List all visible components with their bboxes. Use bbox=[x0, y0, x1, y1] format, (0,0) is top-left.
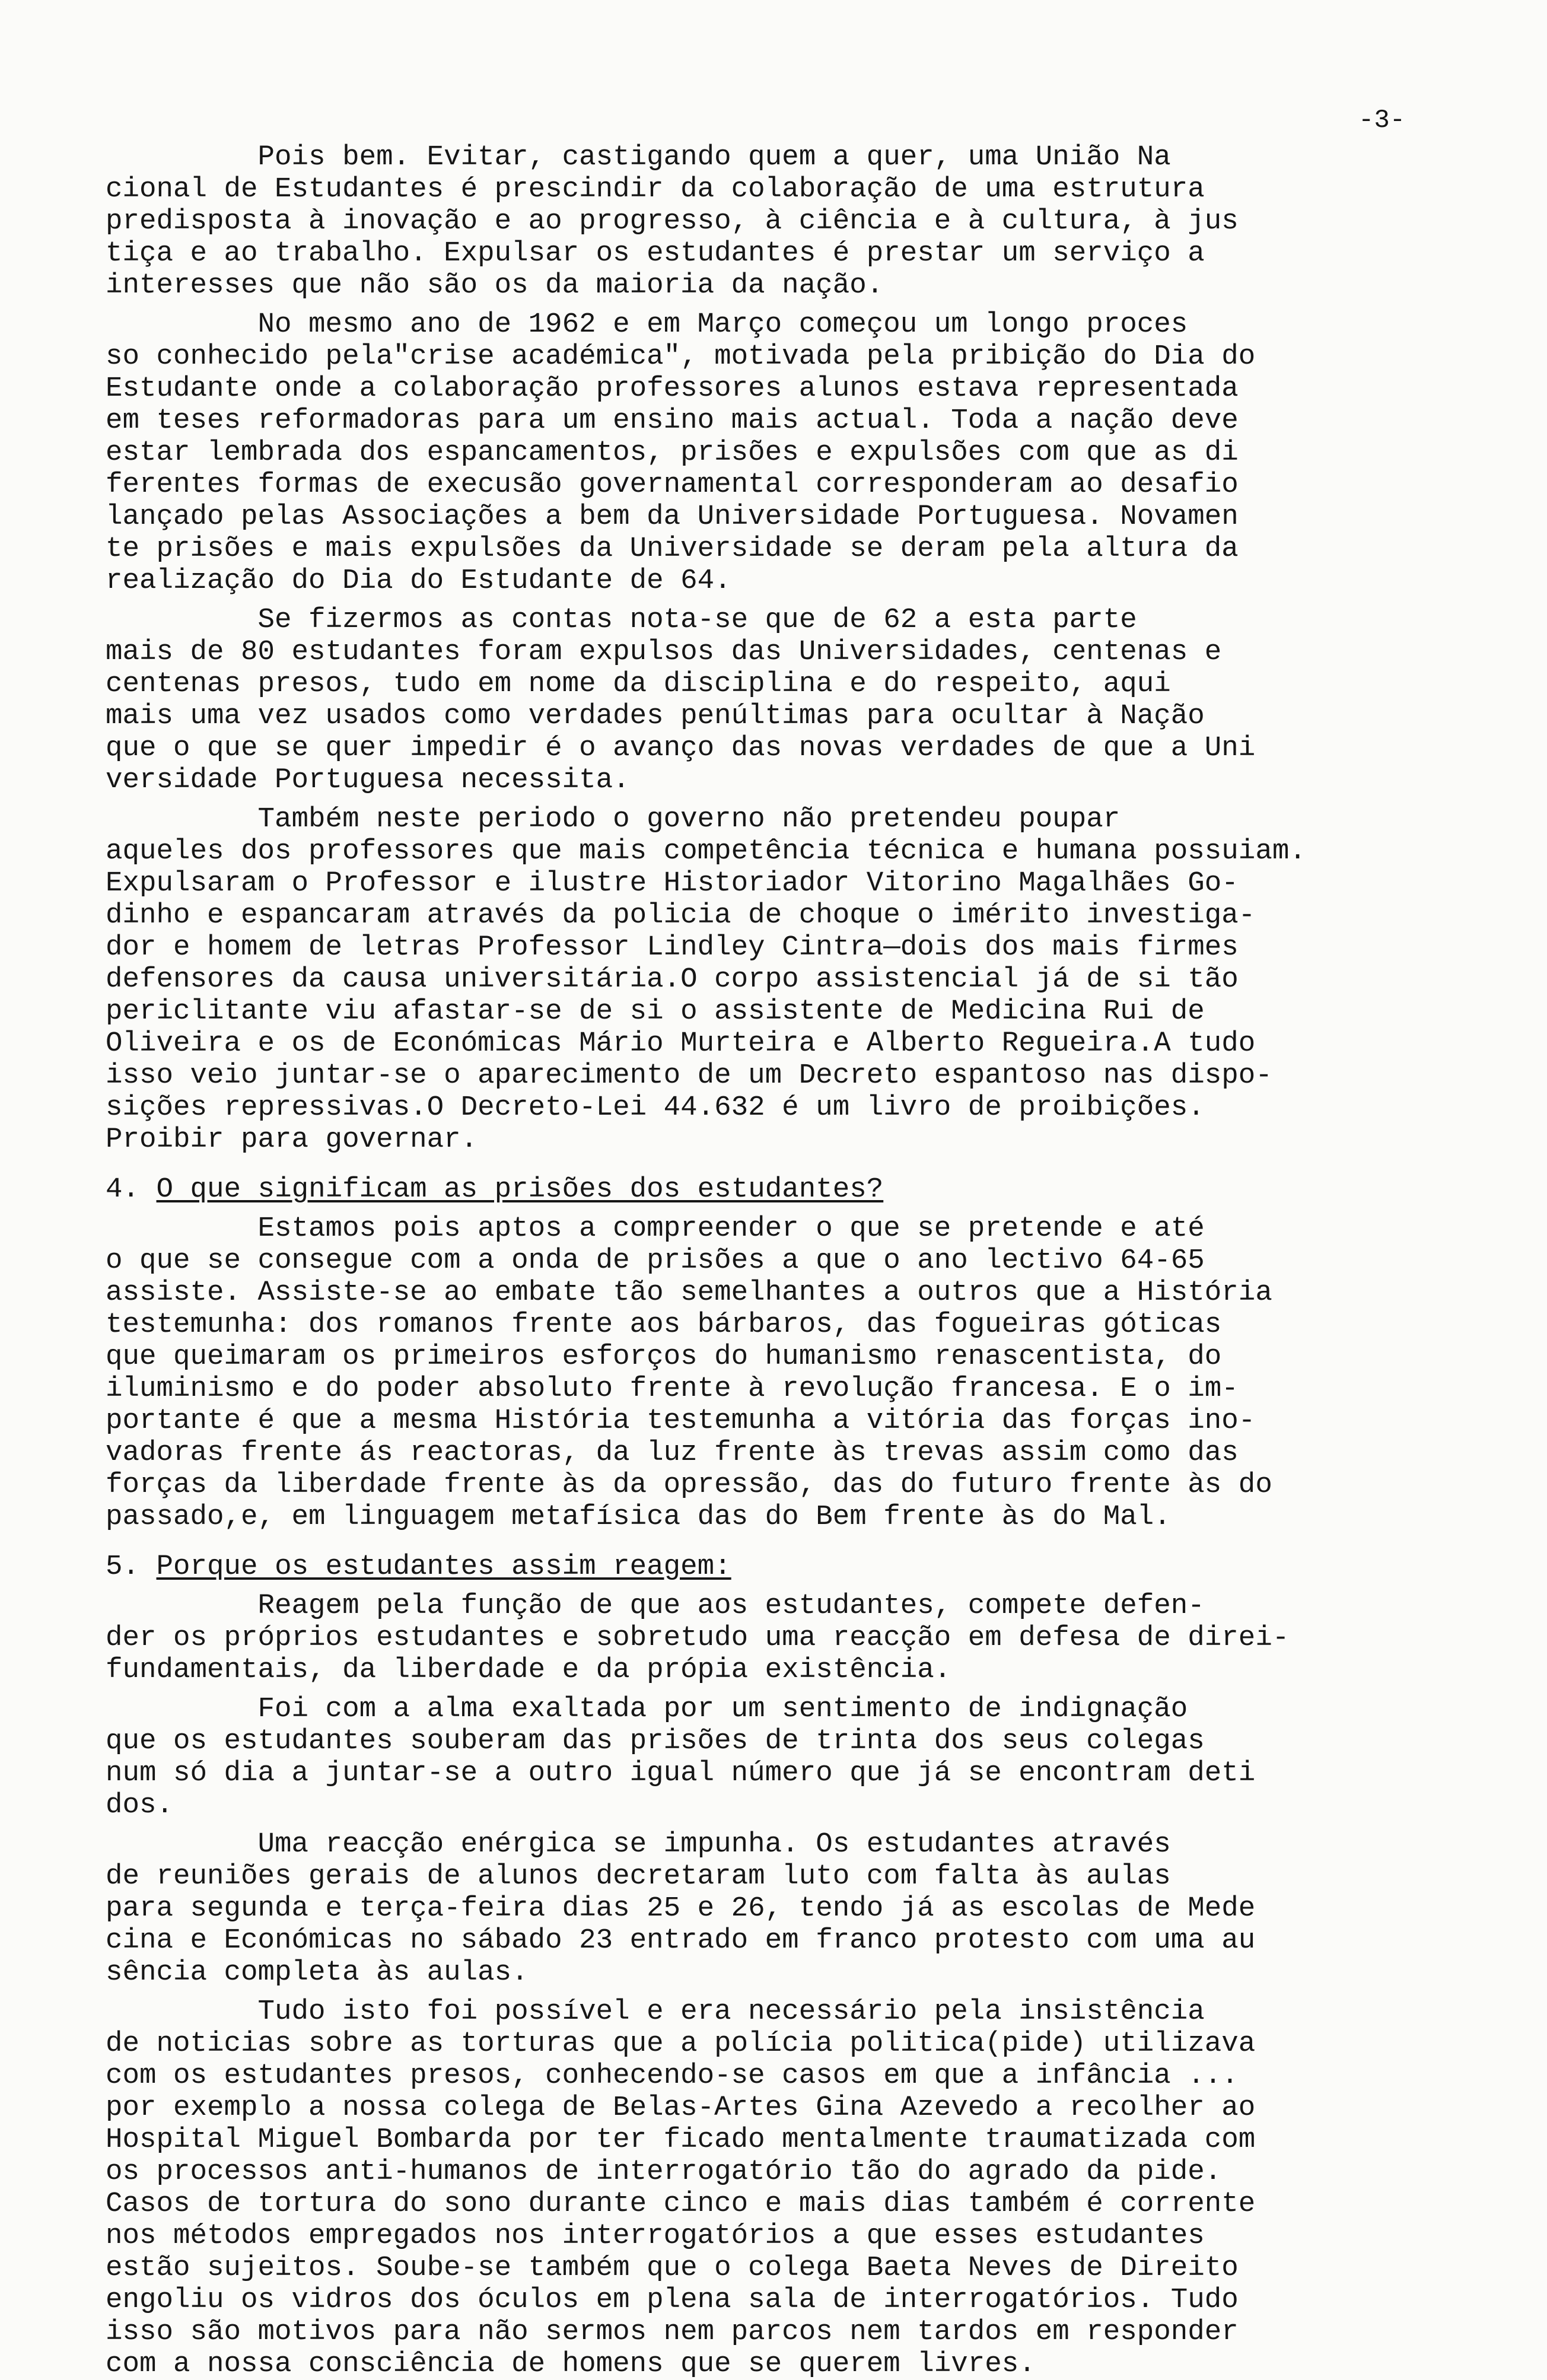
text-line: te prisões e mais expulsões da Universidade se deram pela altura da bbox=[106, 533, 1239, 565]
section-heading bbox=[106, 1551, 1399, 1583]
text-line: sência completa às aulas. bbox=[106, 1956, 529, 1988]
text-line: so conhecido pela"crise académica", motivada pela pribição do Dia do bbox=[106, 341, 1256, 373]
text-line: Pois bem. Evitar, castigando quem a quer, uma União Na bbox=[106, 141, 1171, 173]
text-line: Se fizermos as contas nota-se que de 62 a esta parte bbox=[106, 604, 1137, 636]
document-body bbox=[106, 141, 1399, 2380]
paragraph bbox=[106, 604, 1399, 796]
text-line: estão sujeitos. Soube-se também que o colega Baeta Neves de Direito bbox=[106, 2252, 1239, 2284]
text-line: por exemplo a nossa colega de Belas-Artes Gina Azevedo a recolher ao bbox=[106, 2092, 1256, 2124]
text-line: dinho e espancaram através da policia de choque o imérito investiga- bbox=[106, 899, 1256, 931]
text-line: cional de Estudantes é prescindir da colaboração de uma estrutura bbox=[106, 173, 1205, 205]
text-line: assiste. Assiste-se ao embate tão semelhantes a outros que a História bbox=[106, 1277, 1272, 1309]
text-line: Uma reacção enérgica se impunha. Os estudantes através bbox=[106, 1828, 1171, 1860]
text-line: em teses reformadoras para um ensino mais actual. Toda a nação deve bbox=[106, 405, 1239, 437]
text-line: portante é que a mesma História testemunha a vitória das forças ino- bbox=[106, 1405, 1256, 1437]
text-line: isso são motivos para não sermos nem parcos nem tardos em responder bbox=[106, 2316, 1239, 2348]
text-line: ferentes formas de execusão governamental corresponderam ao desafio bbox=[106, 469, 1239, 501]
text-line: engoliu os vidros dos óculos em plena sala de interrogatórios. Tudo bbox=[106, 2284, 1239, 2316]
text-line: lançado pelas Associações a bem da Universidade Portuguesa. Novamen bbox=[106, 501, 1239, 533]
paragraph bbox=[106, 1693, 1399, 1821]
text-line: Foi com a alma exaltada por um sentimento de indignação bbox=[106, 1693, 1188, 1725]
text-line: de reuniões gerais de alunos decretaram luto com falta às aulas bbox=[106, 1860, 1171, 1892]
section-heading bbox=[106, 1173, 1399, 1205]
text-line: passado,e, em linguagem metafísica das do Bem frente às do Mal. bbox=[106, 1501, 1171, 1533]
text-line: periclitante viu afastar-se de si o assistente de Medicina Rui de bbox=[106, 995, 1205, 1027]
text-line: iluminismo e do poder absoluto frente à revolução francesa. E o im- bbox=[106, 1373, 1239, 1405]
text-line: predisposta à inovação e ao progresso, à ciência e à cultura, à jus bbox=[106, 205, 1239, 237]
section-title: Porque os estudantes assim reagem: bbox=[156, 1551, 731, 1583]
text-line: Também neste periodo o governo não pretendeu poupar bbox=[106, 803, 1121, 835]
text-line: Casos de tortura do sono durante cinco e mais dias também é corrente bbox=[106, 2188, 1256, 2220]
text-line: com os estudantes presos, conhecendo-se casos em que a infância ... bbox=[106, 2060, 1239, 2092]
text-line: realização do Dia do Estudante de 64. bbox=[106, 565, 731, 597]
text-line: Estudante onde a colaboração professores alunos estava representada bbox=[106, 373, 1239, 405]
text-line: tiça e ao trabalho. Expulsar os estudantes é prestar um serviço a bbox=[106, 237, 1205, 269]
text-line: Tudo isto foi possível e era necessário pela insistência bbox=[106, 1996, 1205, 2028]
text-line: interesses que não são os da maioria da nação. bbox=[106, 269, 884, 301]
text-line: sições repressivas.O Decreto-Lei 44.632 é um livro de proibições. bbox=[106, 1092, 1205, 1124]
text-line: centenas presos, tudo em nome da disciplina e do respeito, aqui bbox=[106, 668, 1171, 700]
text-line: Proibir para governar. bbox=[106, 1124, 478, 1156]
section-number: 4. bbox=[106, 1173, 140, 1205]
text-line: defensores da causa universitária.O corpo assistencial já de si tão bbox=[106, 963, 1239, 995]
text-line: Oliveira e os de Económicas Mário Murteira e Alberto Regueira.A tudo bbox=[106, 1027, 1256, 1059]
text-line: testemunha: dos romanos frente aos bárbaros, das fogueiras góticas bbox=[106, 1309, 1222, 1341]
text-line: No mesmo ano de 1962 e em Março começou um longo proces bbox=[106, 308, 1188, 341]
text-line: nos métodos empregados nos interrogatórios a que esses estudantes bbox=[106, 2220, 1205, 2252]
text-line: fundamentais, da liberdade e da própia existência. bbox=[106, 1654, 951, 1686]
text-line: cina e Económicas no sábado 23 entrado em franco protesto com uma au bbox=[106, 1924, 1256, 1956]
text-line: os processos anti-humanos de interrogatório tão do agrado da pide. bbox=[106, 2156, 1222, 2188]
paragraph bbox=[106, 141, 1399, 301]
text-line: para segunda e terça-feira dias 25 e 26, tendo já as escolas de Mede bbox=[106, 1892, 1256, 1924]
text-line: que o que se quer impedir é o avanço das novas verdades de que a Uni bbox=[106, 732, 1256, 764]
paragraph bbox=[106, 308, 1399, 597]
paragraph bbox=[106, 1828, 1399, 1988]
text-line: que queimaram os primeiros esforços do humanismo renascentista, do bbox=[106, 1341, 1222, 1373]
text-line: mais de 80 estudantes foram expulsos das Universidades, centenas e bbox=[106, 636, 1222, 668]
text-line: vadoras frente ás reactoras, da luz frente às trevas assim como das bbox=[106, 1437, 1239, 1469]
text-line: mais uma vez usados como verdades penúltimas para ocultar à Nação bbox=[106, 700, 1205, 732]
section-number: 5. bbox=[106, 1551, 140, 1583]
text-line: com a nossa consciência de homens que se querem livres. bbox=[106, 2348, 1036, 2380]
section-title: O que significam as prisões dos estudantes? bbox=[156, 1173, 884, 1205]
text-line: der os próprios estudantes e sobretudo uma reacção em defesa de direi- bbox=[106, 1622, 1290, 1654]
text-line: versidade Portuguesa necessita. bbox=[106, 764, 630, 796]
text-line: o que se consegue com a onda de prisões a que o ano lectivo 64-65 bbox=[106, 1245, 1205, 1277]
text-line: isso veio juntar-se o aparecimento de um Decreto espantoso nas dispo- bbox=[106, 1059, 1272, 1092]
text-line: dos. bbox=[106, 1789, 174, 1821]
paragraph bbox=[106, 1996, 1399, 2380]
paragraph bbox=[106, 803, 1399, 1156]
text-line: aqueles dos professores que mais competência técnica e humana possuiam. bbox=[106, 835, 1306, 867]
text-line: forças da liberdade frente às da opressão, das do futuro frente às do bbox=[106, 1469, 1272, 1501]
text-line: que os estudantes souberam das prisões de trinta dos seus colegas bbox=[106, 1725, 1205, 1757]
text-line: de noticias sobre as torturas que a polícia politica(pide) utilizava bbox=[106, 2028, 1256, 2060]
text-line: Reagem pela função de que aos estudantes, compete defen- bbox=[106, 1590, 1205, 1622]
text-line: estar lembrada dos espancamentos, prisões e expulsões com que as di bbox=[106, 437, 1239, 469]
paragraph bbox=[106, 1590, 1399, 1686]
page-number: -3- bbox=[1358, 106, 1406, 135]
text-line: Estamos pois aptos a compreender o que se pretende e até bbox=[106, 1213, 1205, 1245]
text-line: Expulsaram o Professor e ilustre Historiador Vitorino Magalhães Go- bbox=[106, 867, 1239, 899]
text-line: dor e homem de letras Professor Lindley Cintra—dois dos mais firmes bbox=[106, 931, 1239, 963]
paragraph bbox=[106, 1213, 1399, 1533]
text-line: Hospital Miguel Bombarda por ter ficado mentalmente traumatizada com bbox=[106, 2124, 1256, 2156]
text-line: num só dia a juntar-se a outro igual número que já se encontram deti bbox=[106, 1757, 1256, 1789]
